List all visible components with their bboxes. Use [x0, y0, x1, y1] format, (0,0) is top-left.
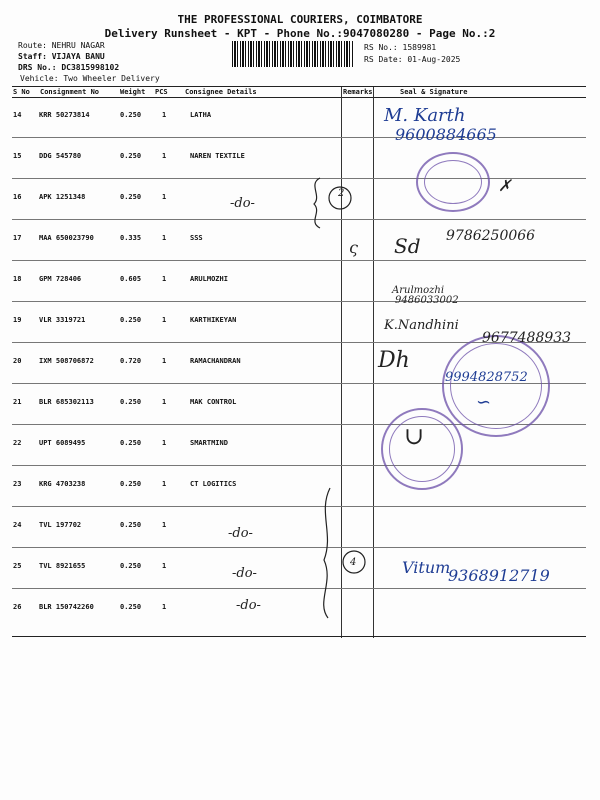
phone-row25: 9368912719: [448, 566, 550, 585]
row-consignment: VLR 3319721: [39, 316, 86, 324]
row-consignment: APK 1251348: [39, 193, 86, 201]
table-row: [12, 138, 586, 179]
row-consignment: BLR 150742260: [39, 603, 94, 611]
row-pcs: 1: [162, 152, 167, 160]
col-pcs: PCS: [155, 88, 168, 96]
table-row: [12, 466, 586, 507]
row-pcs: 1: [162, 193, 167, 201]
row-weight: 0.250: [120, 398, 142, 406]
row-pcs: 1: [162, 562, 167, 570]
row-weight: 0.250: [120, 111, 142, 119]
row-weight: 0.250: [120, 562, 142, 570]
phone-row17: 9786250066: [446, 228, 536, 244]
row-sno: 17: [13, 234, 22, 242]
row-pcs: 1: [162, 398, 167, 406]
row-consignment: UPT 6089495: [39, 439, 86, 447]
signature-row20: Dh: [378, 348, 410, 373]
row-sno: 19: [13, 316, 22, 324]
table-row: [12, 507, 586, 548]
row-consignee: KARTHIKEYAN: [190, 316, 237, 324]
row-consignment: BLR 685302113: [39, 398, 94, 406]
row-pcs: 1: [162, 316, 167, 324]
rs-date: RS Date: 01-Aug-2025: [364, 55, 461, 64]
receiver-seal-stamp: [442, 335, 550, 437]
row-consignment: TVL 8921655: [39, 562, 86, 570]
row-pcs: 1: [162, 521, 167, 529]
staff-label: Staff: VIJAYA BANU: [18, 52, 105, 61]
row-sno: 22: [13, 439, 22, 447]
bracket-mark: [300, 170, 370, 230]
rs-number: RS No.: 1589981: [364, 43, 437, 52]
courier-seal-stamp: [416, 152, 490, 212]
row-consignment: KRR 50273814: [39, 111, 90, 119]
ditto-mark: -do-: [232, 566, 257, 581]
row-sno: 14: [13, 111, 22, 119]
col-weight: Weight: [120, 88, 146, 96]
signature-row21: ∽: [476, 392, 492, 413]
row-consignee: SSS: [190, 234, 203, 242]
row-consignment: MAA 650023790: [39, 234, 94, 242]
signature-row14: M. Karth: [384, 105, 466, 126]
runsheet-subtitle: Delivery Runsheet - KPT - Phone No.:9047080280 - Page No.:2: [104, 27, 496, 40]
signature-row17: Sd: [394, 234, 421, 258]
company-title: THE PROFESSIONAL COURIERS, COIMBATORE: [177, 13, 423, 26]
circle-count-4: 4: [350, 557, 357, 568]
row-pcs: 1: [162, 603, 167, 611]
row-pcs: 1: [162, 234, 167, 242]
row-sno: 23: [13, 480, 22, 488]
circle-count-2: 2: [338, 188, 345, 199]
phone-row14: 9600884665: [395, 125, 497, 144]
row-sno: 16: [13, 193, 22, 201]
row-consignee: ARULMOZHI: [190, 275, 228, 283]
table-row: [12, 589, 586, 637]
phone-row18: 9486033002: [395, 295, 459, 306]
row-weight: 0.250: [120, 480, 142, 488]
row-sno: 18: [13, 275, 22, 283]
row-weight: 0.250: [120, 439, 142, 447]
signature-row25: Vitum: [402, 558, 451, 577]
row-weight: 0.250: [120, 193, 142, 201]
row-consignment: TVL 197702: [39, 521, 82, 529]
bracket-mark: [300, 482, 380, 622]
phone-row19: 9677488933: [482, 330, 572, 346]
row-consignee: NAREN TEXTILE: [190, 152, 245, 160]
vehicle-label: Vehicle: Two Wheeler Delivery: [20, 74, 160, 83]
row-consignment: DDG 545780: [39, 152, 82, 160]
col-seal: Seal & Signature: [400, 88, 468, 96]
drs-label: DRS No.: DC3815998102: [18, 63, 120, 72]
row-weight: 0.335: [120, 234, 142, 242]
row-consignment: IXM 508706872: [39, 357, 94, 365]
row-weight: 0.250: [120, 603, 142, 611]
phone-row20: 9994828752: [445, 370, 528, 385]
table-row: [12, 261, 586, 302]
scribble-row16: ✗: [498, 176, 512, 195]
row-pcs: 1: [162, 111, 167, 119]
row-pcs: 1: [162, 480, 167, 488]
row-sno: 20: [13, 357, 22, 365]
ditto-mark: -do-: [228, 526, 253, 541]
row-consignee: RAMACHANDRAN: [190, 357, 241, 365]
row-weight: 0.250: [120, 152, 142, 160]
col-remarks: Remarks: [343, 88, 373, 96]
col-sno: S No: [13, 88, 30, 96]
row-pcs: 1: [162, 439, 167, 447]
barcode: [232, 41, 354, 67]
table-row: [12, 97, 586, 138]
row-consignee: MAK CONTROL: [190, 398, 237, 406]
row-sno: 25: [13, 562, 22, 570]
col-consignment: Consignment No: [40, 88, 100, 96]
row-consignee: LATHA: [190, 111, 212, 119]
row-weight: 0.250: [120, 521, 142, 529]
row-pcs: 1: [162, 275, 167, 283]
col-details: Consignee Details: [185, 88, 257, 96]
row-weight: 0.605: [120, 275, 142, 283]
ditto-mark: -do-: [230, 196, 255, 211]
table-top-rule: [12, 86, 586, 87]
row-consignee: SMARTMIND: [190, 439, 228, 447]
row-weight: 0.250: [120, 316, 142, 324]
row-sno: 26: [13, 603, 22, 611]
ditto-mark: -do-: [236, 598, 261, 613]
row-rule: [12, 636, 586, 637]
remark-mark-row17: ς: [349, 238, 358, 257]
row-consignment: KRG 4703238: [39, 480, 86, 488]
row-sno: 15: [13, 152, 22, 160]
signature-row19: K.Nandhini: [384, 318, 459, 333]
route-label: Route: NEHRU NAGAR: [18, 41, 105, 50]
signature-row18: Arulmozhi: [392, 285, 445, 296]
row-weight: 0.720: [120, 357, 142, 365]
signature-row22: ∪: [404, 422, 425, 450]
row-sno: 21: [13, 398, 22, 406]
row-consignment: GPM 728406: [39, 275, 82, 283]
row-sno: 24: [13, 521, 22, 529]
row-consignee: CT LOGITICS: [190, 480, 237, 488]
row-pcs: 1: [162, 357, 167, 365]
